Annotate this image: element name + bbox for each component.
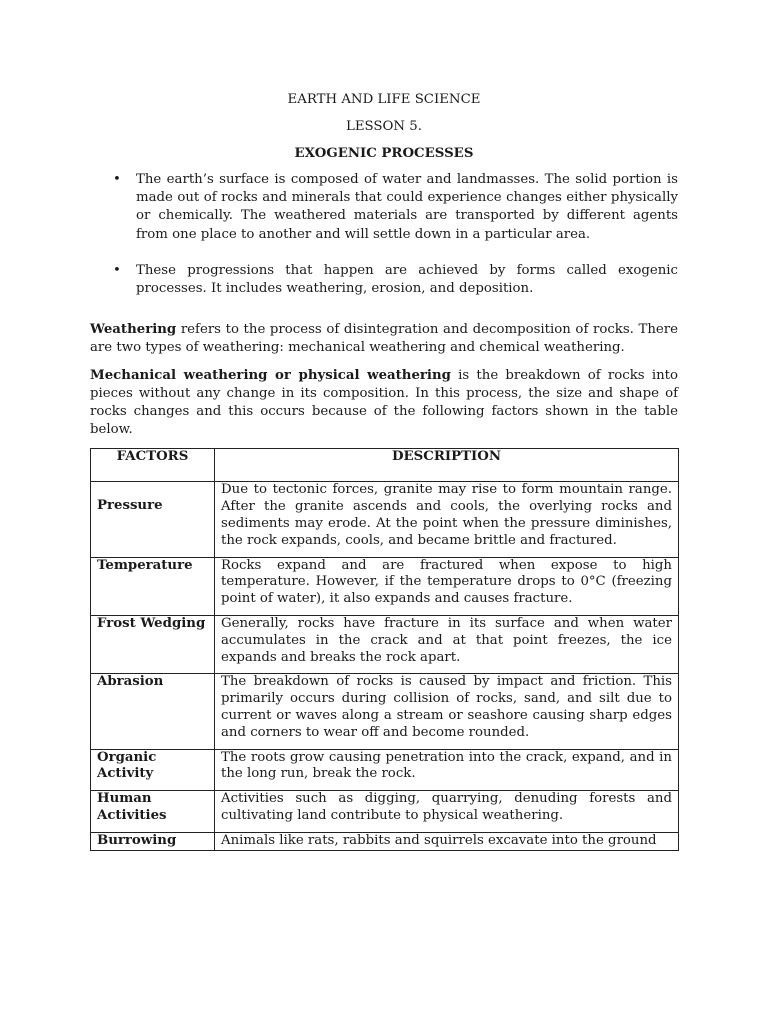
table-row [91, 749, 679, 791]
table-row [91, 482, 679, 557]
mechanical-weathering-text: is the breakdown of rocks into pieces without any change in its composition. In this process, the size and shape of rocks changes and this occurs because of the following factors shown in the table below. [90, 367, 678, 438]
description-cell: The roots grow causing penetration into the crack, expand, and in the long run, break the rock. [215, 749, 679, 791]
description-cell: Animals like rats, rabbits and squirrels excavate into the ground [215, 832, 679, 850]
bullet-item [90, 262, 678, 298]
weathering-paragraph [90, 321, 678, 357]
factor-cell: Organic Activity [91, 749, 215, 791]
factor-cell: Temperature [91, 557, 215, 615]
mechanical-weathering-term: Mechanical weathering or physical weathering [90, 367, 451, 383]
factor-cell: Burrowing [91, 832, 215, 850]
bullet-item [90, 171, 678, 244]
factor-cell: Abrasion [91, 674, 215, 749]
weathering-term: Weathering [90, 322, 177, 338]
course-title: EARTH AND LIFE SCIENCE [287, 92, 481, 107]
factor-cell: Frost Wedging [91, 616, 215, 674]
description-cell: Due to tectonic forces, granite may rise to form mountain range. After the granite ascends and cools, the overlying rocks and sediments may erode. At the point when the pressure diminishes, the rock expands, cools, and became brittle and fractured. [215, 482, 679, 557]
description-cell: The breakdown of rocks is caused by impact and friction. This primarily occurs during collision of rocks, sand, and silt due to current or waves along a stream or seashore causing sharp edges and corners to wear off and become rounded. [215, 674, 679, 749]
lesson-number: LESSON 5. [346, 119, 422, 134]
table-row [91, 674, 679, 749]
factors-header: FACTORS [91, 449, 215, 482]
mechanical-weathering-paragraph [90, 367, 678, 440]
table-row [91, 616, 679, 674]
factor-cell: Pressure [91, 482, 215, 557]
intro-bullet-list [90, 171, 678, 298]
weathering-text: refers to the process of disintegration and decomposition of rocks. There are two types of weathering: mechanical weathering and chemical weathering. [90, 322, 678, 356]
table-row [91, 791, 679, 833]
bullet-icon: • [113, 172, 121, 187]
description-cell: Rocks expand and are fractured when expose to high temperature. However, if the temperature drops to 0°C (freezing point of water), it also expands and causes fracture. [215, 557, 679, 615]
lesson-title: EXOGENIC PROCESSES [294, 146, 474, 161]
table-row [91, 557, 679, 615]
description-cell: Generally, rocks have fracture in its surface and when water accumulates in the crack and at that point freezes, the ice expands and breaks the rock apart. [215, 616, 679, 674]
factors-table [90, 448, 679, 850]
bullet-icon: • [113, 262, 121, 278]
document-page [90, 91, 678, 851]
table-row [91, 832, 679, 850]
bullet-text: These progressions that happen are achieved by forms called exogenic processes. It includes weathering, erosion, and deposition. [136, 262, 678, 297]
description-header: DESCRIPTION [215, 449, 679, 482]
table-header-row [91, 449, 679, 482]
factor-cell: Human Activities [91, 791, 215, 833]
bullet-text: The earth’s surface is composed of water and landmasses. The solid portion is made out of rocks and minerals that could experience changes either physically or chemically. The weathered materials are transported by different agents from one place to another and will settle down in a particular area. [136, 172, 678, 242]
description-cell: Activities such as digging, quarrying, denuding forests and cultivating land contribute to physical weathering. [215, 791, 679, 833]
